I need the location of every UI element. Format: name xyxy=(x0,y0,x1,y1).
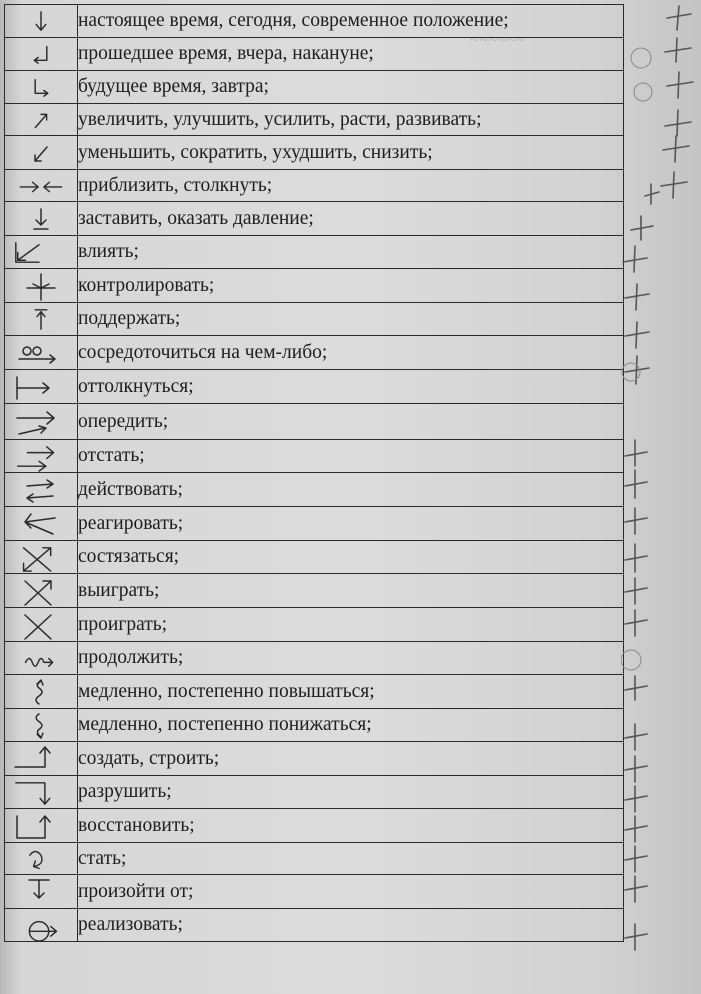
legend-row xyxy=(5,642,624,675)
past-time-hook-icon xyxy=(5,39,77,70)
action-arrows-icon xyxy=(5,474,77,506)
legend-row xyxy=(5,541,624,574)
restore-icon xyxy=(5,810,77,842)
arrow-down-left-icon xyxy=(5,137,77,169)
legend-symbol-cell xyxy=(5,336,78,370)
legend-symbol-cell xyxy=(5,843,78,875)
control-cross-icon xyxy=(5,270,77,302)
legend-symbol-cell xyxy=(5,104,78,136)
legend-row xyxy=(5,440,624,473)
slow-rise-icon xyxy=(5,676,77,708)
legend-row xyxy=(5,136,624,170)
lag-behind-arrows-icon xyxy=(5,441,77,472)
compete-cross-icon xyxy=(5,542,77,573)
legend-meaning: отстать; xyxy=(78,440,624,473)
legend-meaning: поддержать; xyxy=(78,303,624,336)
legend-meaning: заставить, оказать давление; xyxy=(78,202,624,236)
legend-symbol-cell xyxy=(5,404,78,440)
legend-symbol-cell xyxy=(5,170,78,202)
legend-meaning: будущее время, завтра; xyxy=(78,71,624,104)
symbol-legend-table xyxy=(4,4,624,942)
legend-symbol-cell xyxy=(5,440,78,473)
legend-row xyxy=(5,675,624,709)
legend-meaning: разрушить; xyxy=(78,776,624,809)
legend-row xyxy=(5,507,624,541)
overtake-arrows-icon xyxy=(5,405,77,439)
legend-symbol-cell xyxy=(5,675,78,709)
influence-arrow-icon xyxy=(5,237,77,268)
legend-symbol-cell xyxy=(5,608,78,642)
legend-row xyxy=(5,404,624,440)
legend-meaning: оттолкнуться; xyxy=(78,370,624,404)
legend-meaning: произойти от; xyxy=(78,875,624,909)
legend-meaning: медленно, постепенно понижаться; xyxy=(78,709,624,742)
legend-symbol-cell xyxy=(5,269,78,303)
legend-meaning: восстановить; xyxy=(78,809,624,843)
legend-symbol-cell xyxy=(5,709,78,742)
legend-meaning: сосредоточиться на чем-либо; xyxy=(78,336,624,370)
legend-symbol-cell xyxy=(5,370,78,404)
pressure-arrow-icon xyxy=(5,203,77,235)
realize-icon xyxy=(5,910,77,941)
legend-row xyxy=(5,608,624,642)
legend-row xyxy=(5,809,624,843)
continue-wave-icon xyxy=(5,643,77,674)
legend-row xyxy=(5,236,624,269)
legend-row xyxy=(5,909,624,942)
win-cross-icon xyxy=(5,575,77,607)
legend-symbol-cell xyxy=(5,473,78,507)
legend-row xyxy=(5,742,624,776)
legend-row xyxy=(5,843,624,875)
legend-meaning: прошедшее время, вчера, накануне; xyxy=(78,38,624,71)
legend-meaning: выиграть; xyxy=(78,574,624,608)
legend-meaning: увеличить, улучшить, усилить, расти, развивать; xyxy=(78,104,624,136)
legend-symbol-cell xyxy=(5,742,78,776)
legend-meaning: проиграть; xyxy=(78,608,624,642)
legend-symbol-cell xyxy=(5,38,78,71)
ghost-text: ~~~~~~ xyxy=(470,30,526,49)
legend-symbol-cell xyxy=(5,875,78,909)
legend-meaning: влиять; xyxy=(78,236,624,269)
legend-symbol-cell xyxy=(5,809,78,843)
legend-row xyxy=(5,875,624,909)
legend-symbol-cell xyxy=(5,236,78,269)
legend-row xyxy=(5,336,624,370)
legend-row xyxy=(5,269,624,303)
legend-row xyxy=(5,303,624,336)
legend-row xyxy=(5,5,624,38)
arrow-down-icon xyxy=(5,6,77,37)
legend-symbol-cell xyxy=(5,909,78,942)
legend-row xyxy=(5,776,624,809)
lose-cross-icon xyxy=(5,609,77,641)
legend-row xyxy=(5,104,624,136)
legend-meaning: действовать; xyxy=(78,473,624,507)
legend-row xyxy=(5,38,624,71)
destroy-icon xyxy=(5,777,77,808)
legend-meaning: опередить; xyxy=(78,404,624,440)
slow-fall-icon xyxy=(5,710,77,741)
legend-meaning: контролировать; xyxy=(78,269,624,303)
legend-symbol-cell xyxy=(5,642,78,675)
legend-symbol-cell xyxy=(5,507,78,541)
legend-symbol-cell xyxy=(5,303,78,336)
legend-row xyxy=(5,370,624,404)
legend-meaning: приблизить, столкнуть; xyxy=(78,170,624,202)
legend-meaning: продолжить; xyxy=(78,642,624,675)
legend-row xyxy=(5,574,624,608)
legend-row xyxy=(5,71,624,104)
legend-symbol-cell xyxy=(5,71,78,104)
converging-arrows-icon xyxy=(5,171,77,201)
legend-row xyxy=(5,709,624,742)
legend-meaning: медленно, постепенно повышаться; xyxy=(78,675,624,709)
legend-meaning: реагировать; xyxy=(78,507,624,541)
legend-meaning: стать; xyxy=(78,843,624,875)
handwritten-check-marks xyxy=(621,0,701,994)
legend-symbol-cell xyxy=(5,574,78,608)
legend-symbol-cell xyxy=(5,202,78,236)
future-time-hook-icon xyxy=(5,72,77,103)
arrow-up-right-icon xyxy=(5,105,77,135)
legend-meaning: настоящее время, сегодня, современное положение; xyxy=(78,5,624,38)
build-icon xyxy=(5,743,77,775)
support-arrow-icon xyxy=(5,304,77,335)
become-icon xyxy=(5,844,77,874)
focus-eyes-icon xyxy=(5,337,77,369)
legend-meaning: создать, строить; xyxy=(78,742,624,776)
react-arrow-icon xyxy=(5,508,77,540)
legend-meaning: реализовать; xyxy=(78,909,624,942)
legend-symbol-cell xyxy=(5,5,78,38)
legend-row xyxy=(5,473,624,507)
legend-symbol-cell xyxy=(5,776,78,809)
originate-icon xyxy=(5,876,77,908)
legend-meaning: уменьшить, сократить, ухудшить, снизить; xyxy=(78,136,624,170)
legend-symbol-cell xyxy=(5,541,78,574)
legend-symbol-cell xyxy=(5,136,78,170)
legend-row xyxy=(5,202,624,236)
legend-row xyxy=(5,170,624,202)
push-off-arrow-icon xyxy=(5,371,77,403)
legend-meaning: состязаться; xyxy=(78,541,624,574)
